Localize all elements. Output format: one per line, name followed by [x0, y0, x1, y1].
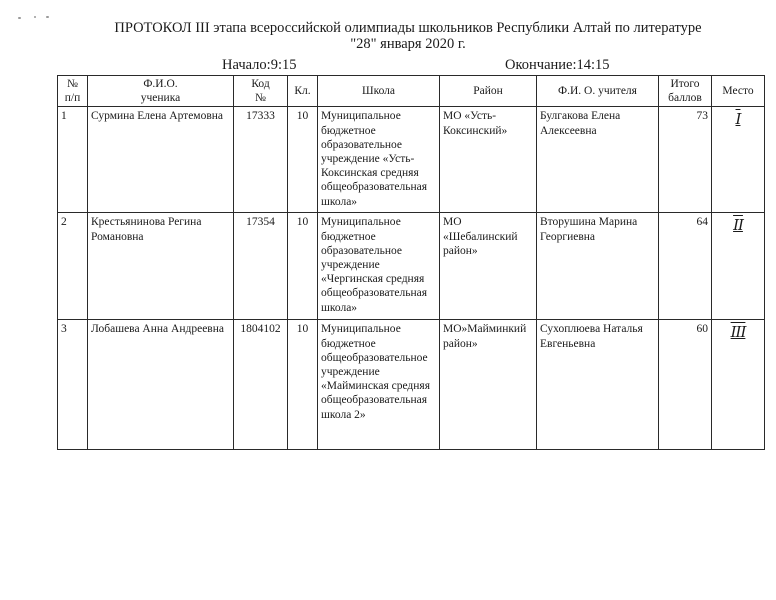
cell-teacher: Вторушина Марина Георгиевна	[537, 213, 659, 320]
place-mark: I	[735, 110, 741, 129]
table-header-row	[58, 76, 765, 107]
col-header-teacher: Ф.И. О. учителя	[537, 76, 659, 107]
document-title	[0, 20, 776, 52]
cell-place	[712, 320, 765, 450]
scan-speck	[46, 16, 49, 18]
title-line-2: "28" января 2020 г.	[350, 36, 466, 52]
col-header-code: Код №	[234, 76, 288, 107]
cell-grade: 10	[288, 107, 318, 213]
col-header-school: Школа	[318, 76, 440, 107]
title-line-1: ПРОТОКОЛ III этапа всероссийской олимпиады школьников Республики Алтай по литературе	[114, 20, 702, 36]
place-mark: III	[730, 323, 746, 342]
cell-place	[712, 213, 765, 320]
cell-school: Муниципальное бюджетное образовательное учреждение «Усть-Коксинская средняя общеобразовательная школа»	[318, 107, 440, 213]
col-header-grade: Кл.	[288, 76, 318, 107]
cell-district: МО»Майминкий район»	[440, 320, 537, 450]
cell-score: 73	[659, 107, 712, 213]
cell-code: 1804102	[234, 320, 288, 450]
cell-student-name: Лобашева Анна Андреевна	[88, 320, 234, 450]
cell-teacher: Булгакова Елена Алексеевна	[537, 107, 659, 213]
cell-score: 64	[659, 213, 712, 320]
col-header-score: Итого баллов	[659, 76, 712, 107]
col-header-place: Место	[712, 76, 765, 107]
cell-place	[712, 107, 765, 213]
cell-number: 3	[58, 320, 88, 450]
results-table	[57, 75, 765, 450]
table-row	[58, 320, 765, 450]
cell-score: 60	[659, 320, 712, 450]
cell-number: 2	[58, 213, 88, 320]
cell-district: МО «Шебалинский район»	[440, 213, 537, 320]
cell-code: 17354	[234, 213, 288, 320]
table-row	[58, 213, 765, 320]
col-header-number: № п/п	[58, 76, 88, 107]
cell-district: МО «Усть-Коксинский»	[440, 107, 537, 213]
end-time: Окончание:14:15	[505, 57, 610, 73]
table-row	[58, 107, 765, 213]
place-mark: II	[733, 216, 743, 235]
cell-student-name: Сурмина Елена Артемовна	[88, 107, 234, 213]
cell-grade: 10	[288, 320, 318, 450]
col-header-district: Район	[440, 76, 537, 107]
scan-speck	[34, 16, 36, 18]
start-time: Начало:9:15	[222, 57, 297, 73]
cell-student-name: Крестьянинова Регина Романовна	[88, 213, 234, 320]
cell-grade: 10	[288, 213, 318, 320]
cell-school: Муниципальное бюджетное образовательное учреждение «Чергинская средняя общеобразовательная школа»	[318, 213, 440, 320]
cell-teacher: Сухоплюева Наталья Евгеньевна	[537, 320, 659, 450]
scan-speck	[18, 17, 21, 19]
cell-code: 17333	[234, 107, 288, 213]
cell-school: Муниципальное бюджетное общеобразовательное учреждение «Майминская средняя общеобразовательная школа 2»	[318, 320, 440, 450]
col-header-name: Ф.И.О. ученика	[88, 76, 234, 107]
cell-number: 1	[58, 107, 88, 213]
